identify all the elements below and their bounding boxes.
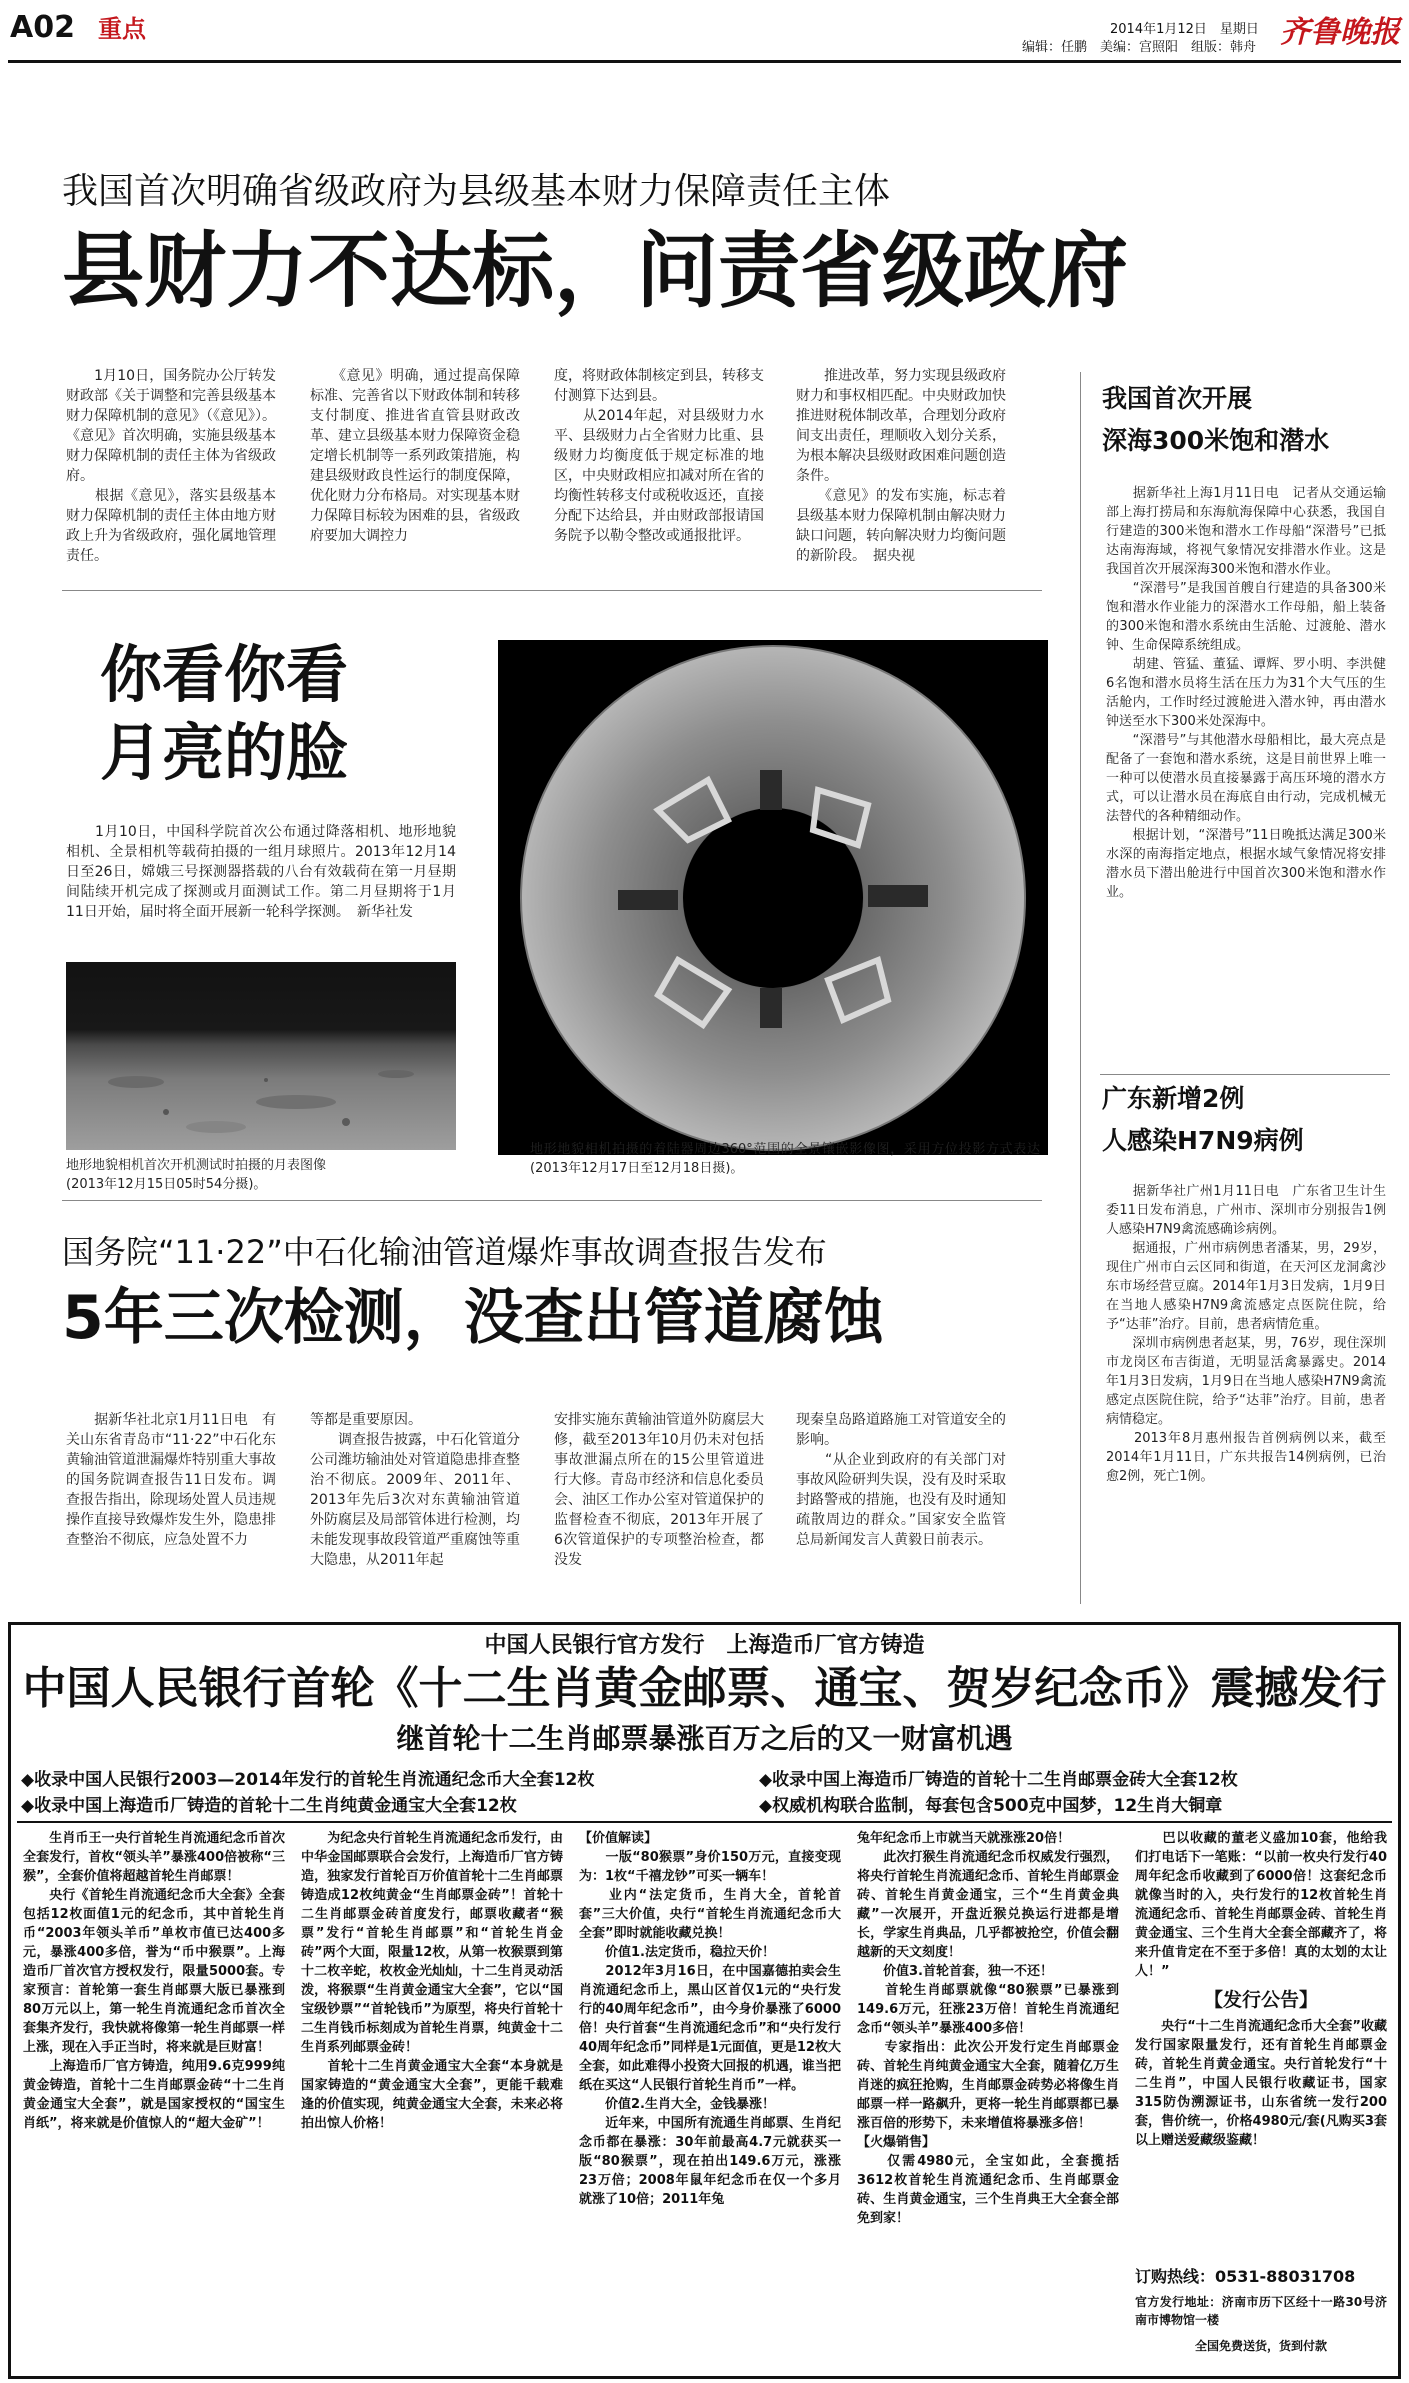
story3-col3: 安排实施东黄输油管道外防腐层大修，截至2013年10月仍未对包括事故泄漏点所在的15公里管道进行大修。青岛市经济和信息化委员会、油区工作办公室对管道保护的监督检查不彻底，2013年开展了6次管道保护的专项整治检查，都没发 [554, 1412, 764, 1568]
ad-col4: 兔年纪念币上市就当天就涨涨20倍！ 此次打猴生肖流通纪念币权威发行强烈，将央行首轮生肖流通纪念币、首轮生肖邮票金砖、首轮生肖黄金通宝，三个“生肖黄金典藏”一次展开，开盘近猴兑换运行进都是增长，学家生肖典品，几乎都被抢空，价值会翻越新的天文刻度！ 价值3.首轮首套，独一不还！ 首轮生肖邮票就像“80猴票”已暴涨到149.6万元，狂涨23万倍！首轮生肖流通纪念币“领头羊”暴涨400多倍！ 专家指出：此次公开发行定生肖邮票金砖、首轮生肖纯黄金通宝大全套，随着亿万生肖迷的疯狂抢购，生肖邮票金砖势必将像生肖邮票一样一路飙升，更将一轮生肖邮票都已暴涨百倍的形势下，未来增值将暴涨多倍！ 【火爆销售】 仅需4980元，全宝如此，全套揽括3612枚首轮生肖流通纪念币、生肖邮票金砖、生肖黄金通宝，三个生肖典王大全套全部免到家！ [857, 1831, 1119, 2226]
ad-rule [17, 1821, 1392, 1823]
ad-bullet-2: ◆收录中国上海造币厂铸造的首轮十二生肖邮票金砖大全套12枚 [759, 1770, 1238, 1790]
story3-headline: 5年三次检测，没查出管道腐蚀 [62, 1283, 884, 1353]
ad-topline: 中国人民银行官方发行 上海造币厂官方铸造 [484, 1633, 925, 1658]
ad-subhead: 继首轮十二生肖邮票暴涨百万之后的又一财富机遇 [396, 1722, 1013, 1755]
ad-notice-body: 央行“十二生肖流通纪念币大全套”收藏发行国家限量发行，还有首轮生肖邮票金砖，首轮生肖黄金通宝。央行首轮发行“十二生肖”，中国人民银行收藏证书，国家315防伪溯源证书，山东省统一发行200套，售价统一，价格4980元/套(凡购买3套以上赠送爱藏级鉴藏！ [1135, 2019, 1387, 2148]
moon-headline-1: 你看你看 [100, 638, 349, 711]
story1-col4: 推进改革，努力实现县级政府财力和事权相匹配。中央财政加快推进财税体制改革，合理划分政府间支出责任，理顺收入划分关系，为根本解决县级财政困难问题创造条件。 《意见》的发布实施，标志着县级基本财力保障机制由解决财力缺口问题，转向解决财力均衡问题的新阶段。 据央视 [796, 368, 1006, 564]
story1-headline: 县财力不达标，问责省级政府 [62, 224, 1129, 319]
side2-headline-1: 广东新增2例 [1102, 1084, 1245, 1113]
ad-col3: 【价值解读】 一版“80猴票”身价150万元，直接变现为：1枚“千禧龙钞”可买一辆车！ 业内“法定货币，生肖大全，首轮首套”三大价值，央行“首轮生肖流通纪念币大全套”即时就能收藏兑换！ 价值1.法定货币，稳拉天价！ 2012年3月16日，在中国嘉德拍卖会生肖流通纪念币上，黑山区首仅1元的“央行发行的40周年纪念币”，由今身价暴涨了6000倍！央行首套“生肖流通纪念币”和“央行发行40周年纪念币”同样是1元面值，更是12枚大全套，如此难得小投资大回报的机遇，谁当把纸在买这“人民银行首轮生肖币”一样。 价值2.生肖大全，金钱暴涨！ 近年来，中国所有流通生肖邮票、生肖纪念币都在暴涨：30年前最高4.7元就获买一版“80猴票”，现在拍出149.6万元，涨涨23万倍；2008年鼠年纪念币在仅一个多月就涨了10倍；2011年兔 [579, 1831, 841, 2207]
side2-headline-2: 人感染H7N9病例 [1102, 1126, 1304, 1155]
side1-headline-2: 深海300米饱和潜水 [1102, 426, 1330, 455]
story1-col3: 度，将财政体制核定到县，转移支付测算下达到县。 从2014年起，对县级财力水平、县级财力占全省财力比重、县级财力均衡度低于规定标准的地区，中央财政相应扣减对所在省的均衡性转移支付或税收返还，直接分配下达给县，并由财政部报请国务院予以勒令整改或通报批评。 [554, 368, 764, 544]
ad-col2: 为纪念央行首轮生肖流通纪念币发行，由中华金国邮票联合会发行，上海造币厂官方铸造，独家发行首轮百万价值首轮十二生肖邮票铸造成12枚纯黄金“生肖邮票金砖”！首轮十二生肖邮票金砖首度发行，邮票收藏者“猴票”发行“首轮生肖邮票”和“首轮生肖金砖”两个大面，限量12枚，从第一枚猴票到第十二枚辛蛇，枚枚金光灿灿，十二生肖灵动活泼，将猴票“生肖黄金通宝大全套”，它以“国宝级钞票”“首轮钱币”为原型，将央行首轮十二生肖钱币标刻成为首轮生肖票，纯黄金十二生肖系列邮票金砖！ 首轮十二生肖黄金通宝大全套“本身就是国家铸造的“黄金通宝大全套”，更能千载难逢的价值实现，纯黄金通宝大全套，未来必将拍出惊人价格！ [301, 1831, 563, 2131]
ad-notice-title: 【发行公告】 [1203, 1989, 1318, 2011]
moon-caption-right: 地形地貌相机拍摄的着陆器周边360°范围的全景镶嵌影像图，采用方位投影方式表达(2013年12月17日至12月18日摄)。 [530, 1142, 1040, 1176]
moon-divider [62, 1200, 1042, 1201]
moon-headline-2: 月亮的脸 [100, 716, 349, 789]
moon-panorama-photo [498, 640, 1048, 1155]
header-rule [8, 60, 1401, 63]
moon-body: 1月10日，中国科学院首次公布通过降落相机、地形地貌相机、全景相机等载荷拍摄的一组月球照片。2013年12月14日至26日，嫦娥三号探测器搭载的八台有效载荷在第一月昼期间陆续开机完成了探测或月面测试工作。第二月昼期将于1月11日开始，届时将全面开展新一轮科学探测。 新华社发 [66, 824, 456, 920]
side1-body: 据新华社上海1月11日电 记者从交通运输部上海打捞局和东海航海保障中心获悉，我国自行建造的300米饱和潜水工作母船“深潜号”已抵达南海海域，将视气象情况安排潜水作业。这是我国首次开展深海300米饱和潜水作业。 “深潜号”是我国首艘自行建造的具备300米饱和潜水作业能力的深潜水工作母船，船上装备的300米饱和潜水系统由生活舱、过渡舱、潜水钟、生命保障系统组成。 胡建、管猛、董猛、谭辉、罗小明、李洪健6名饱和潜水员将生活在压力为31个大气压的生活舱内，工作时经过渡舱进入潜水钟，再由潜水钟送至水下300米处深海中。 “深潜号”与其他潜水母船相比，最大亮点是配备了一套饱和潜水系统，这是目前世界上唯一一种可以使潜水员直接暴露于高压环境的潜水方式，可以让潜水员在海底自由行动，完成机械无法替代的各种精细动作。 根据计划，“深潜号”11日晚抵达满足300米水深的南海指定地点，根据水域气象情况将安排潜水员下潜出舱进行中国首次300米饱和潜水作业。 [1106, 486, 1386, 900]
story1-col2: 《意见》明确，通过提高保障标准、完善省以下财政体制和转移支付制度、推进省直管县财政改革、建立县级基本财力保障资金稳定增长机制等一系列政策措施，构建县级财政良性运行的制度保障，优化财力分布格局。对实现基本财力保障目标较为困难的县，省级政府要加大调控力 [310, 368, 520, 544]
masthead-logo: 齐鲁晚报 [1280, 15, 1400, 50]
story3-col2: 等都是重要原因。 调查报告披露，中石化管道分公司潍坊输油处对管道隐患排查整治不彻底。2009年、2011年、2013年先后3次对东黄输油管道外防腐层及局部管体进行检测，均未能发现事故段管道严重腐蚀等重大隐患，从2011年起 [310, 1412, 520, 1568]
story3-col1: 据新华社北京1月11日电 有关山东省青岛市“11·22”中石化东黄输油管道泄漏爆炸特别重大事故的国务院调查报告11日发布。调查报告指出，除现场处置人员违规操作直接导致爆炸发生外，隐患排查整治不彻底，应急处置不力 [66, 1412, 276, 1548]
side1-headline-1: 我国首次开展 [1102, 384, 1253, 413]
story3-col4: 现秦皇岛路道路施工对管道安全的影响。 “从企业到政府的有关部门对事故风险研判失误，没有及时采取封路警戒的措施，也没有及时通知疏散周边的群众。”国家安全监管总局新闻发言人黄毅日前表示。 [796, 1412, 1006, 1548]
ad-col1: 生肖币王一央行首轮生肖流通纪念币首次全套发行，首枚“领头羊”暴涨400倍被称“三猴”，全套价值将超越首轮生肖邮票！ 央行《首轮生肖流通纪念币大全套》全套包括12枚面值1元的纪念币，其中首轮生肖币“2003年领头羊币”单枚市值已达400多元，暴涨400多倍，誉为“币中猴票”。上海造币厂首次官方授权发行，限量5000套。专家预言：首轮第一套生肖邮票大版已暴涨到80万元以上，第一轮生肖流通纪念币首次全套集齐发行，我快就将像第一轮生肖邮票一样上涨，现在入手正当时，将来就是巨财富！ 上海造币厂官方铸造，纯用9.6克999纯黄金铸造，首轮十二生肖邮票金砖“十二生肖黄金通宝大全套”，就是国家授权的“国宝生肖纸”，将来就是价值惊人的“超大金矿”！ [23, 1831, 285, 2131]
ad-footnote: 全国免费送货，货到付款 [1194, 2339, 1327, 2353]
date-line: 2014年1月12日 星期日 [1110, 22, 1259, 37]
story1-kicker: 我国首次明确省级政府为县级基本财力保障责任主体 [62, 171, 891, 212]
staff-line: 编辑：任鹏 美编：宫照阳 组版：韩舟 [1022, 40, 1257, 55]
ad-hotline[interactable]: 订购热线：0531-88031708 [1135, 2267, 1356, 2286]
side-divider [1100, 1074, 1390, 1075]
ad-address: 官方发行地址：济南市历下区经十一路30号济南市博物馆一楼 [1135, 2295, 1387, 2327]
moon-surface-photo [66, 962, 456, 1150]
ad-bullet-4: ◆权威机构联合监制，每套包含500克中国梦，12生肖大铜章 [759, 1796, 1223, 1816]
ad-bullet-1: ◆收录中国人民银行2003—2014年发行的首轮生肖流通纪念币大全套12枚 [21, 1770, 595, 1790]
section-label: 重点 [98, 15, 146, 43]
sidebar-divider [1080, 372, 1081, 1604]
ad-col5: 巴以收藏的董老义盛加10套，他给我们打电话下一笔账：“以前一枚央行发行40周年纪念币收藏到了6000倍！这套纪念币就像当时的入，央行发行的12枚首轮生肖流通纪念币、首轮生肖邮票金砖、首轮生肖黄金通宝、三个生肖大全套全部藏齐了，将来升值肯定在不至于多倍！真的太划的太让人！” [1135, 1831, 1387, 1979]
story1-divider [62, 590, 1042, 591]
story1-col1: 1月10日，国务院办公厅转发财政部《关于调整和完善县级基本财力保障机制的意见》（《意见》）。《意见》首次明确，实施县级基本财力保障机制的责任主体为省级政府。 根据《意见》，落实县级基本财力保障机制的责任主体由地方财政上升为省级政府，强化属地管理责任。 [66, 368, 276, 564]
ad-bullet-3: ◆收录中国上海造币厂铸造的首轮十二生肖纯黄金通宝大全套12枚 [21, 1796, 517, 1816]
side2-body: 据新华社广州1月11日电 广东省卫生计生委11日发布消息，广州市、深圳市分别报告1例人感染H7N9禽流感确诊病例。 据通报，广州市病例患者潘某，男，29岁，现住广州市白云区同和街道，在天河区龙洞禽沙东市场经营豆腐。2014年1月3日发病，1月9日在当地人感染H7N9禽流感定点医院住院，给予“达菲”治疗。目前，患者病情危重。 深圳市病例患者赵某，男，76岁，现住深圳市龙岗区布吉街道，无明显活禽暴露史。2014年1月3日发病，1月9日在当地人感染H7N9禽流感定点医院住院，给予“达菲”治疗。目前，患者病情稳定。 2013年8月惠州报告首例病例以来，截至2014年1月11日，广东共报告14例病例，已治愈2例，死亡1例。 [1106, 1184, 1386, 1484]
moon-caption-left: 地形地貌相机首次开机测试时拍摄的月表图像 (2013年12月15日05时54分摄)。 [66, 1158, 327, 1192]
ad-headline: 中国人民银行首轮《十二生肖黄金邮票、通宝、贺岁纪念币》震撼发行 [22, 1663, 1387, 1714]
advertisement [8, 1622, 1401, 2379]
story3-kicker: 国务院“11·22”中石化输油管道爆炸事故调查报告发布 [62, 1233, 827, 1271]
page-number: A02 [10, 10, 75, 45]
